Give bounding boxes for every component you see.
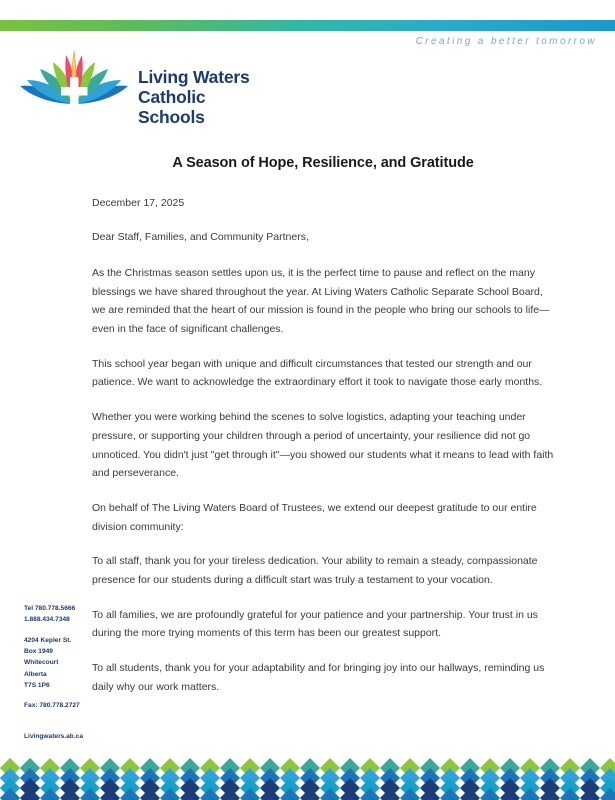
- address-city: Whitecourt: [24, 659, 59, 667]
- living-waters-logo-icon: [18, 45, 130, 115]
- address-group: [24, 635, 98, 692]
- logo: [18, 45, 268, 127]
- letter-paragraph: To all staff, thank you for your tireless dedication. Your ability to remain a steady, compassionate presence for our students during a difficult start was truly a testament to your vocation.: [92, 555, 538, 586]
- letter-salutation: Dear Staff, Families, and Community Partners,: [92, 231, 309, 243]
- brand-tagline: Creating a better tomorrow: [415, 36, 597, 47]
- footer-decorative-pattern: [0, 758, 615, 800]
- letter-paragraph: This school year began with unique and difficult circumstances that tested our strength and our patience. We want to acknowledge the extraordinary effort it took to navigate those early months.: [92, 357, 543, 389]
- address-street: 4204 Kepler St.: [24, 636, 72, 644]
- wordmark-line-1: Living Waters: [138, 67, 250, 87]
- diamond-lattice-icon: [0, 758, 615, 800]
- letter-paragraph: To all families, we are profoundly grateful for your patience and your partnership. Your trust in us during the more trying moments of this term has been our greatest support.: [92, 608, 538, 640]
- address-province: Alberta: [24, 670, 47, 678]
- phone-primary: Tel 780.778.5666: [24, 605, 76, 612]
- letter-paragraph: Whether you were working behind the scenes to solve logistics, adapting your teaching under pressure, or supporting your children through a period of uncertainty, your resilience did not go unnoticed. You didn't just "get through it"—you showed our students what it means to lead with faith and perseverance.: [92, 411, 554, 480]
- letter-paragraph: On behalf of The Living Waters Board of Trustees, we extend our deepest gratitude to our entire division community:: [92, 501, 537, 533]
- letter-date: December 17, 2025: [92, 197, 185, 209]
- contact-sidebar: [24, 603, 98, 742]
- website-link[interactable]: Livingwaters.ab.ca: [24, 732, 83, 740]
- fax-group: [24, 700, 98, 711]
- letter-paragraph: To all students, thank you for your adaptability and for bringing joy into our hallways, reminding us daily why our work matters.: [92, 662, 545, 693]
- letter-paragraph: As the Christmas season settles upon us, it is the perfect time to pause and reflect on the many blessings we have shared throughout the year. At Living Waters Catholic Separate School Board, we are reminded that the heart of our mission is found in the people who bring our schools to life—even in the face of significant challenges.: [92, 267, 550, 336]
- masthead: [0, 31, 615, 131]
- phone-group: [24, 603, 98, 626]
- website-group: [24, 731, 98, 742]
- address-box: Box 1949: [24, 647, 53, 655]
- fax-number: Fax: 780.778.2727: [24, 702, 80, 710]
- phone-toll-free: 1.888.434.7348: [24, 616, 70, 624]
- top-gradient-bar: [0, 20, 615, 31]
- letter-title: A Season of Hope, Resilience, and Gratitude: [172, 155, 474, 171]
- logo-wordmark: [138, 68, 268, 128]
- letter-body: [92, 155, 554, 712]
- wordmark-line-2: Catholic Schools: [138, 86, 206, 127]
- address-postal: T7S 1P6: [24, 681, 50, 689]
